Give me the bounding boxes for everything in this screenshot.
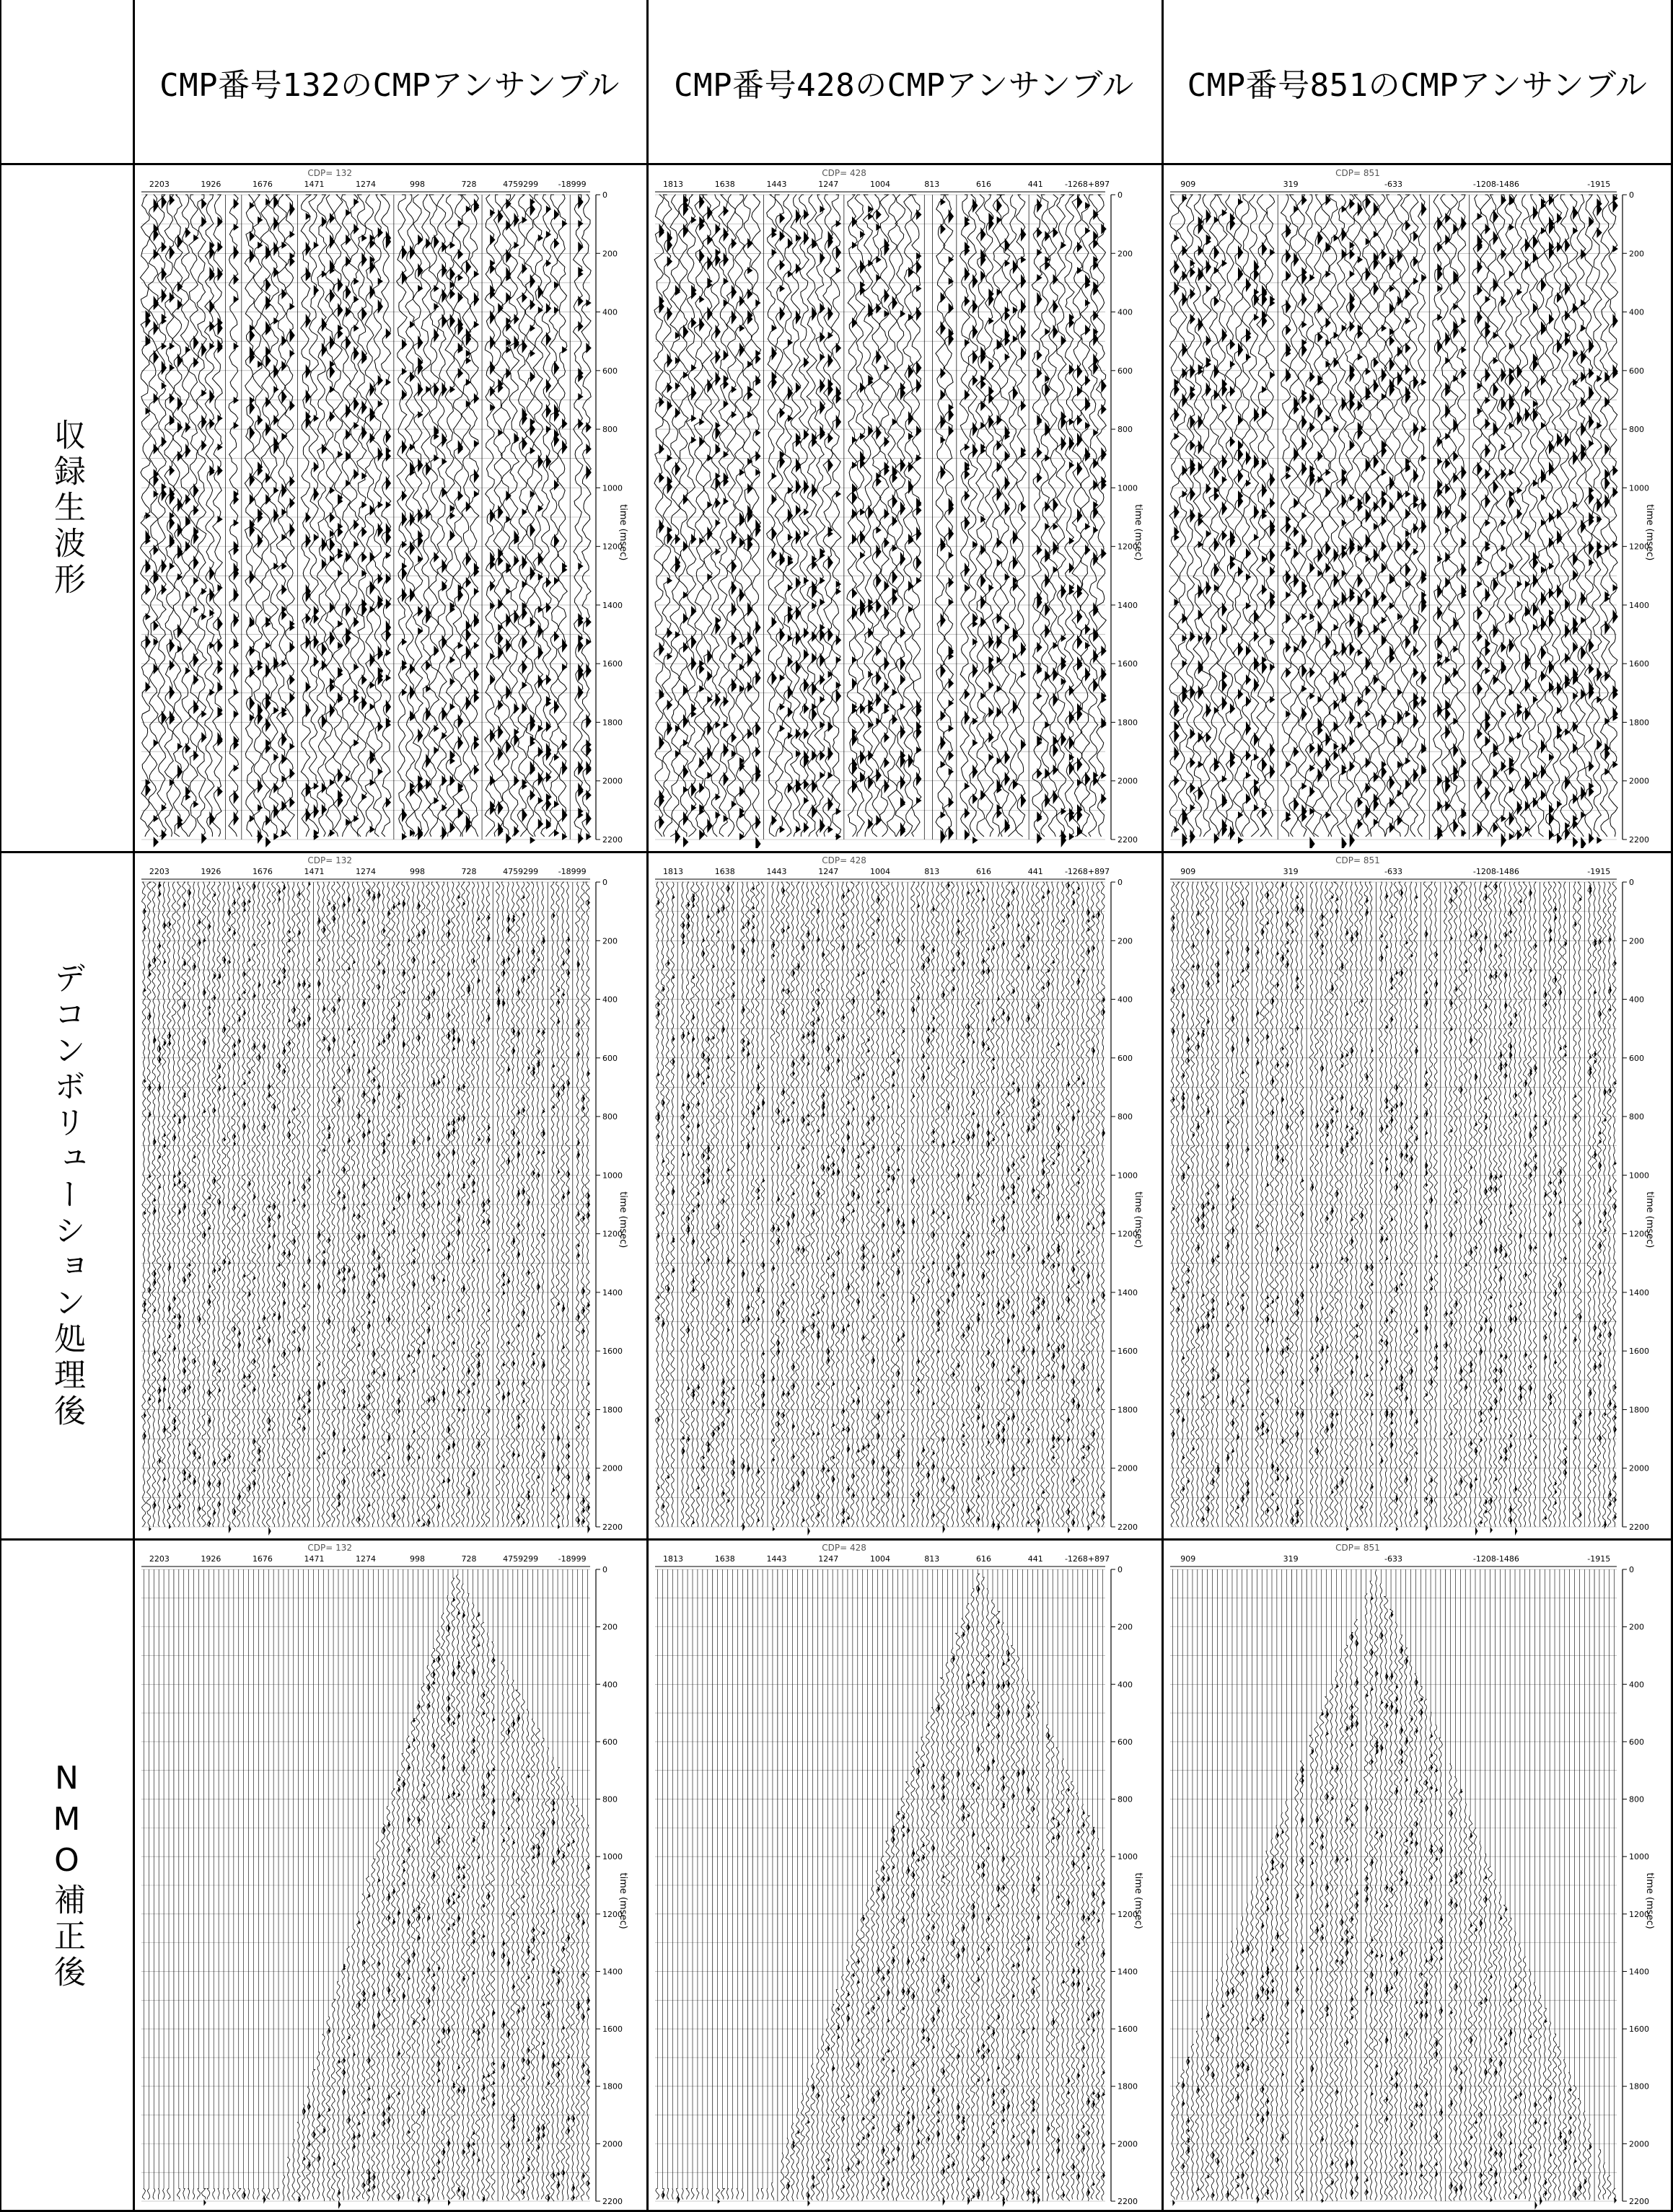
- table-divider-row3: [0, 1538, 1673, 1541]
- time-tick-label: 1600: [1117, 2024, 1138, 2035]
- row-label-raw: 収録生波形: [48, 418, 85, 599]
- offset-label: 1813: [662, 180, 683, 189]
- time-tick-label: 800: [602, 1794, 618, 1805]
- time-tick-label: 2000: [1629, 776, 1649, 786]
- offset-label: -633: [1384, 867, 1402, 876]
- time-tick-label: 2200: [1629, 835, 1649, 845]
- time-tick-label: 800: [1117, 1794, 1133, 1805]
- offset-label: 1471: [304, 180, 325, 189]
- time-tick-label: 1200: [1117, 1909, 1138, 1919]
- time-tick-label: 800: [602, 1112, 618, 1122]
- offset-label: 1638: [714, 1554, 735, 1564]
- offset-label: -1268+897: [1064, 867, 1110, 876]
- time-tick-label: 2000: [602, 2139, 623, 2149]
- time-tick-label: 600: [1117, 1737, 1133, 1747]
- offset-label: 1676: [252, 867, 273, 876]
- gather-svg: [651, 167, 1159, 848]
- time-tick-label: 400: [602, 995, 618, 1005]
- trace-group: [1171, 1569, 1617, 2210]
- offset-label: 1443: [766, 180, 787, 189]
- table-divider-col3: [1162, 0, 1164, 2212]
- offset-label: -1915: [1587, 1554, 1611, 1564]
- gather-nmo-cmp428: [651, 1542, 1159, 2210]
- cdp-label: CDP= 428: [822, 168, 866, 178]
- time-tick-label: 1800: [1117, 2081, 1138, 2092]
- offset-label: 1004: [870, 1554, 890, 1564]
- time-axis-label: time (msec): [1133, 1191, 1143, 1248]
- time-tick-label: 600: [602, 1053, 618, 1063]
- time-tick-label: 0: [1629, 1565, 1634, 1574]
- time-tick-label: 2000: [1629, 2139, 1649, 2149]
- time-tick-label: 0: [602, 878, 607, 887]
- column-title-cmp851: CMP番号851のCMPアンサンブル: [1187, 67, 1648, 104]
- time-tick-label: 400: [602, 307, 618, 317]
- offset-label: 1813: [662, 1554, 683, 1564]
- time-tick-label: 1600: [602, 659, 623, 669]
- offset-label: -18999: [558, 867, 587, 876]
- time-tick-label: 1600: [1629, 1347, 1649, 1357]
- time-tick-label: 0: [602, 190, 607, 200]
- offset-label: 1274: [356, 180, 376, 189]
- offset-label: 616: [976, 1554, 992, 1564]
- time-tick-label: 2000: [602, 776, 623, 786]
- gather-svg: [1166, 855, 1670, 1535]
- offset-label: 909: [1180, 1554, 1196, 1564]
- time-tick-label: 200: [1629, 936, 1644, 946]
- table-border-left: [0, 0, 1, 2212]
- time-tick-label: 0: [1117, 1565, 1123, 1574]
- column-title-cmp428: CMP番号428のCMPアンサンブル: [674, 67, 1134, 104]
- time-axis-label: time (msec): [618, 1872, 628, 1929]
- offset-label: 1247: [818, 867, 839, 876]
- time-tick-label: 1400: [1629, 1967, 1649, 1977]
- time-tick-label: 200: [602, 249, 618, 259]
- time-tick-label: 600: [1117, 1053, 1133, 1063]
- time-tick-label: 1600: [1117, 659, 1138, 669]
- time-tick-label: 1000: [1629, 1852, 1649, 1862]
- time-tick-label: 1400: [602, 1967, 623, 1977]
- offset-label: 441: [1027, 867, 1043, 876]
- time-tick-label: 200: [602, 936, 618, 946]
- offset-label: -1915: [1587, 180, 1611, 189]
- column-title-cmp132: CMP番号132のCMPアンサンブル: [159, 67, 620, 104]
- offset-label: 4759299: [503, 1554, 539, 1564]
- time-tick-label: 1000: [602, 1852, 623, 1862]
- time-tick-label: 1600: [1629, 2024, 1649, 2035]
- time-axis-label: time (msec): [1644, 504, 1655, 561]
- cdp-label: CDP= 132: [307, 168, 353, 178]
- time-tick-label: 2200: [1117, 2197, 1138, 2206]
- time-tick-label: 1800: [602, 718, 623, 728]
- row-label-nmo: NMO補正後: [48, 1760, 85, 1991]
- offset-label: 2203: [149, 1554, 170, 1564]
- time-tick-label: 800: [1629, 425, 1644, 435]
- time-tick-label: 200: [1117, 1622, 1133, 1632]
- cdp-label: CDP= 132: [307, 855, 353, 865]
- table-divider-col1: [133, 0, 135, 2212]
- offset-label: -633: [1384, 180, 1402, 189]
- gather-svg: [1166, 167, 1670, 848]
- gather-raw-cmp428: [651, 167, 1159, 848]
- trace-group: [1169, 195, 1618, 848]
- offset-label: 998: [410, 180, 426, 189]
- offset-label: 813: [924, 180, 940, 189]
- trace-group: [1170, 882, 1617, 1535]
- offset-label: 1274: [356, 867, 376, 876]
- offset-label: -1208-1486: [1472, 1554, 1519, 1564]
- offset-label: 1471: [304, 867, 325, 876]
- gather-decon-cmp428: [651, 855, 1159, 1535]
- time-tick-label: 1800: [1117, 1405, 1138, 1415]
- time-tick-label: 1200: [602, 1909, 623, 1919]
- time-tick-label: 800: [602, 425, 618, 435]
- table-divider-col2: [646, 0, 649, 2212]
- time-tick-label: 1400: [1629, 1287, 1649, 1297]
- time-tick-label: 800: [1629, 1794, 1644, 1805]
- time-tick-label: 1600: [602, 1347, 623, 1357]
- time-tick-label: 1800: [1629, 1405, 1649, 1415]
- time-tick-label: 1200: [602, 1229, 623, 1239]
- time-tick-label: 0: [1629, 190, 1634, 200]
- table-divider-row2: [0, 851, 1673, 853]
- time-tick-label: 1400: [1117, 1967, 1138, 1977]
- offset-label: 2203: [149, 180, 170, 189]
- time-tick-label: 400: [602, 1680, 618, 1690]
- trace-group: [654, 195, 1107, 848]
- trace-group: [142, 1569, 590, 2209]
- offset-label: 998: [410, 867, 426, 876]
- time-tick-label: 600: [1629, 366, 1644, 376]
- offset-label: 1926: [201, 180, 221, 189]
- offset-label: -18999: [558, 1554, 587, 1564]
- gather-svg: [651, 1542, 1159, 2210]
- offset-label: 616: [976, 180, 992, 189]
- time-tick-label: 400: [1629, 1680, 1644, 1690]
- time-tick-label: 1400: [602, 600, 623, 610]
- time-tick-label: 2200: [1629, 2197, 1649, 2206]
- offset-label: -18999: [558, 180, 587, 189]
- offset-label: 2203: [149, 867, 170, 876]
- offset-label: 1638: [714, 867, 735, 876]
- offset-label: 1443: [766, 1554, 787, 1564]
- offset-label: 813: [924, 1554, 940, 1564]
- time-tick-label: 1400: [1629, 600, 1649, 610]
- offset-label: -633: [1384, 1554, 1402, 1564]
- time-tick-label: 1000: [1629, 1171, 1649, 1181]
- time-tick-label: 1200: [1117, 1229, 1138, 1239]
- offset-label: 1443: [766, 867, 787, 876]
- time-tick-label: 1600: [1117, 1347, 1138, 1357]
- time-tick-label: 1800: [1629, 718, 1649, 728]
- offset-label: -1915: [1587, 867, 1611, 876]
- gather-svg: [651, 855, 1159, 1535]
- trace-group: [140, 195, 591, 847]
- time-axis-label: time (msec): [1133, 504, 1143, 561]
- time-tick-label: 400: [1117, 1680, 1133, 1690]
- time-tick-label: 1200: [1117, 542, 1138, 552]
- time-tick-label: 1800: [1629, 2081, 1649, 2092]
- time-tick-label: 1000: [602, 483, 623, 493]
- offset-label: 1004: [870, 180, 890, 189]
- time-tick-label: 600: [1117, 366, 1133, 376]
- offset-label: 319: [1283, 867, 1299, 876]
- gather-svg: [137, 167, 644, 848]
- time-tick-label: 2200: [1117, 1523, 1138, 1532]
- offset-label: 1926: [201, 867, 221, 876]
- time-tick-label: 600: [602, 1737, 618, 1747]
- time-tick-label: 1800: [1117, 718, 1138, 728]
- offset-label: 1004: [870, 867, 890, 876]
- time-tick-label: 200: [1629, 1622, 1644, 1632]
- cdp-label: CDP= 851: [1335, 168, 1380, 178]
- time-tick-label: 1000: [1629, 483, 1649, 493]
- time-tick-label: 2200: [602, 2197, 623, 2206]
- time-tick-label: 200: [1117, 936, 1133, 946]
- offset-label: -1208-1486: [1472, 867, 1519, 876]
- gather-raw-cmp132: [137, 167, 644, 848]
- time-tick-label: 0: [1117, 878, 1123, 887]
- time-tick-label: 0: [602, 1565, 607, 1574]
- time-tick-label: 400: [1117, 995, 1133, 1005]
- offset-label: 813: [924, 867, 940, 876]
- gather-decon-cmp851: [1166, 855, 1670, 1535]
- offset-label: 1638: [714, 180, 735, 189]
- gather-raw-cmp851: [1166, 167, 1670, 848]
- time-tick-label: 1200: [602, 542, 623, 552]
- offset-label: 1247: [818, 180, 839, 189]
- time-tick-label: 2000: [1117, 1463, 1138, 1473]
- offset-label: 1471: [304, 1554, 325, 1564]
- gather-svg: [137, 1542, 644, 2210]
- time-tick-label: 1200: [1629, 1229, 1649, 1239]
- time-tick-label: 2000: [1629, 1463, 1649, 1473]
- offset-label: 998: [410, 1554, 426, 1564]
- trace-group: [141, 882, 590, 1535]
- time-tick-label: 200: [1117, 249, 1133, 259]
- offset-label: 728: [461, 180, 477, 189]
- offset-label: 1676: [252, 1554, 273, 1564]
- cdp-label: CDP= 851: [1335, 855, 1380, 865]
- time-axis-label: time (msec): [618, 1191, 628, 1248]
- time-axis-label: time (msec): [1133, 1872, 1143, 1929]
- offset-label: 616: [976, 867, 992, 876]
- offset-label: 4759299: [503, 180, 539, 189]
- offset-label: 1274: [356, 1554, 376, 1564]
- time-tick-label: 1800: [602, 1405, 623, 1415]
- offset-label: 441: [1027, 1554, 1043, 1564]
- offset-label: 1813: [662, 867, 683, 876]
- time-axis-label: time (msec): [1644, 1191, 1655, 1248]
- time-tick-label: 800: [1117, 1112, 1133, 1122]
- time-tick-label: 2000: [1117, 776, 1138, 786]
- time-tick-label: 800: [1629, 1112, 1644, 1122]
- time-tick-label: 1600: [602, 2024, 623, 2035]
- cdp-label: CDP= 428: [822, 1543, 866, 1553]
- offset-label: -1268+897: [1064, 1554, 1110, 1564]
- offset-label: 909: [1180, 867, 1196, 876]
- offset-label: 319: [1283, 180, 1299, 189]
- offset-label: -1208-1486: [1472, 180, 1519, 189]
- table-divider-row1: [0, 163, 1673, 165]
- time-tick-label: 2200: [602, 1523, 623, 1532]
- cdp-label: CDP= 428: [822, 855, 866, 865]
- gather-svg: [137, 855, 644, 1535]
- offset-label: 1926: [201, 1554, 221, 1564]
- time-tick-label: 0: [1629, 878, 1634, 887]
- time-tick-label: 2200: [602, 835, 623, 845]
- time-tick-label: 800: [1117, 425, 1133, 435]
- time-tick-label: 0: [1117, 190, 1123, 200]
- trace-group: [656, 1569, 1105, 2207]
- row-label-decon: デコンボリューション処理後: [48, 961, 85, 1430]
- gather-svg: [1166, 1542, 1670, 2210]
- trace-group: [655, 882, 1105, 1535]
- time-tick-label: 1200: [1629, 542, 1649, 552]
- offset-label: 319: [1283, 1554, 1299, 1564]
- time-tick-label: 1400: [1117, 600, 1138, 610]
- time-tick-label: 600: [1629, 1737, 1644, 1747]
- time-tick-label: 200: [1629, 249, 1644, 259]
- time-tick-label: 2200: [1117, 835, 1138, 845]
- offset-label: -1268+897: [1064, 180, 1110, 189]
- time-tick-label: 600: [1629, 1053, 1644, 1063]
- time-tick-label: 400: [1629, 307, 1644, 317]
- time-tick-label: 200: [602, 1622, 618, 1632]
- offset-label: 4759299: [503, 867, 539, 876]
- time-tick-label: 400: [1629, 995, 1644, 1005]
- time-tick-label: 1200: [1629, 1909, 1649, 1919]
- time-tick-label: 1800: [602, 2081, 623, 2092]
- time-tick-label: 400: [1117, 307, 1133, 317]
- gather-nmo-cmp132: [137, 1542, 644, 2210]
- cdp-label: CDP= 132: [307, 1543, 353, 1553]
- offset-label: 441: [1027, 180, 1043, 189]
- offset-label: 1676: [252, 180, 273, 189]
- time-tick-label: 600: [602, 366, 618, 376]
- time-tick-label: 1600: [1629, 659, 1649, 669]
- time-tick-label: 2000: [602, 1463, 623, 1473]
- time-tick-label: 1400: [602, 1287, 623, 1297]
- offset-label: 1247: [818, 1554, 839, 1564]
- cdp-label: CDP= 851: [1335, 1543, 1380, 1553]
- offset-label: 909: [1180, 180, 1196, 189]
- offset-label: 728: [461, 1554, 477, 1564]
- time-tick-label: 1000: [1117, 1852, 1138, 1862]
- time-tick-label: 1000: [602, 1171, 623, 1181]
- gather-nmo-cmp851: [1166, 1542, 1670, 2210]
- time-tick-label: 1000: [1117, 1171, 1138, 1181]
- time-axis-label: time (msec): [618, 504, 628, 561]
- offset-label: 728: [461, 867, 477, 876]
- time-tick-label: 1400: [1117, 1287, 1138, 1297]
- time-axis-label: time (msec): [1644, 1872, 1655, 1929]
- time-tick-label: 2000: [1117, 2139, 1138, 2149]
- time-tick-label: 1000: [1117, 483, 1138, 493]
- gather-decon-cmp132: [137, 855, 644, 1535]
- time-tick-label: 2200: [1629, 1523, 1649, 1532]
